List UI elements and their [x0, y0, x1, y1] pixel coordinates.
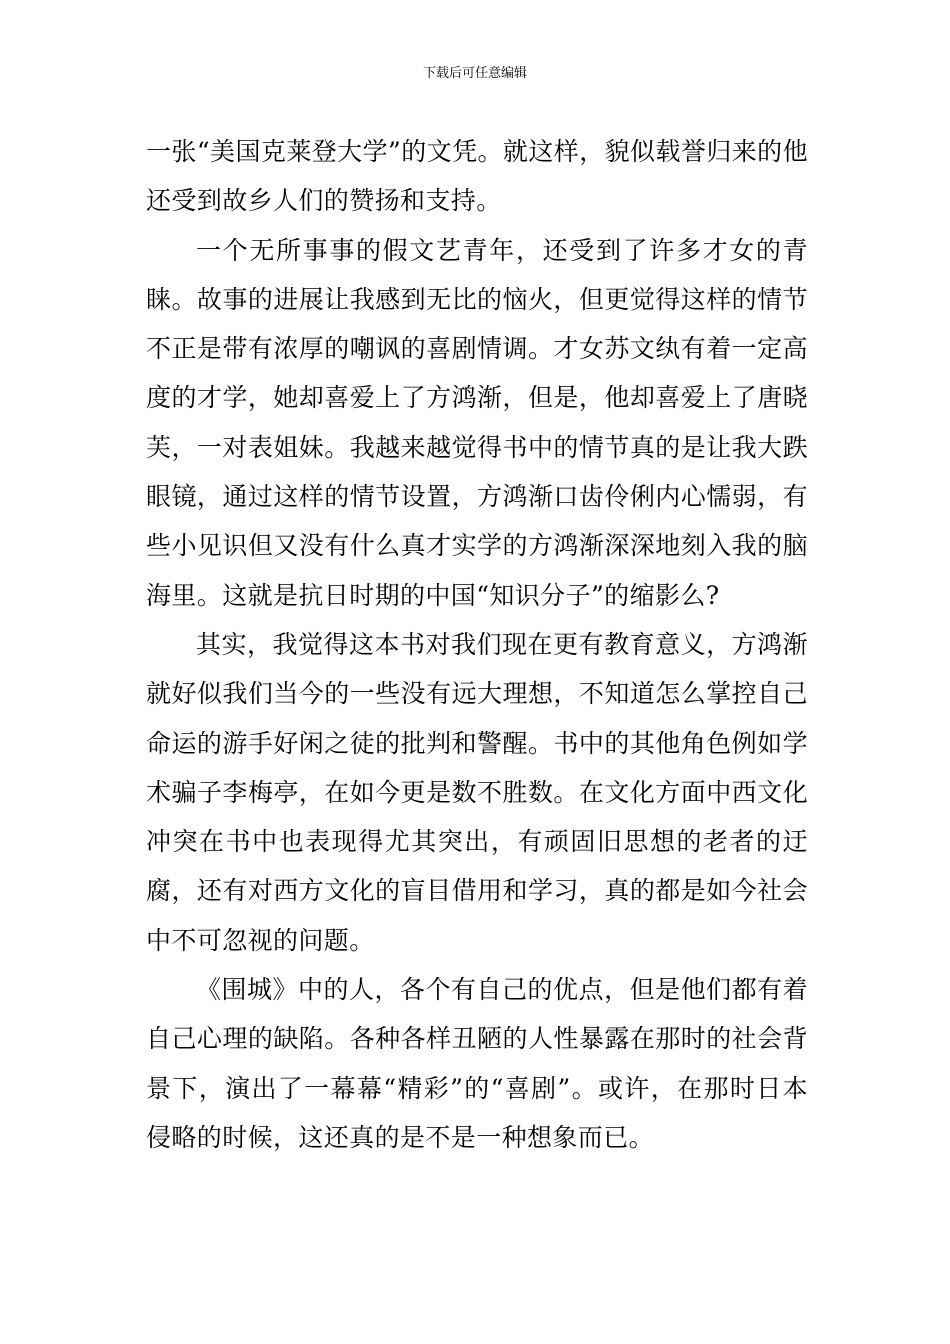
paragraph: 一张“美国克莱登大学”的文凭。就这样，貌似载誉归来的他还受到故乡人们的赞扬和支持。 [146, 137, 808, 216]
page-header: 下载后可任意编辑 [422, 66, 527, 81]
document-body [146, 127, 808, 1162]
paragraph: 其实，我觉得这本书对我们现在更有教育意义，方鸿渐就好似我们当今的一些没有远大理想，不知道怎么掌控自己命运的游手好闲之徒的批判和警醒。书中的其他角色例如学术骗子李梅亭，在如今更是数不胜数。在文化方面中西文化冲突在书中也表现得尤其突出，有顽固旧思想的老者的迂腐，还有对西方文化的盲目借用和学习，真的都是如今社会中不可忽视的问题。 [146, 629, 808, 955]
paragraph: 《围城》中的人，各个有自己的优点，但是他们都有着自己心理的缺陷。各种各样丑陋的人性暴露在那时的社会背景下，演出了一幕幕“精彩”的“喜剧”。或许，在那时日本侵略的时候，这还真的是不是一种想象而已。 [146, 975, 808, 1152]
paragraph: 一个无所事事的假文艺青年，还受到了许多才女的青睐。故事的进展让我感到无比的恼火，但更觉得这样的情节不正是带有浓厚的嘲讽的喜剧情调。才女苏文纨有着一定高度的才学，她却喜爱上了方鸿渐，但是，他却喜爱上了唐晓芙，一对表姐妹。我越来越觉得书中的情节真的是让我大跌眼镜，通过这样的情节设置，方鸿渐口齿伶俐内心懦弱，有些小见识但又没有什么真才实学的方鸿渐深深地刻入我的脑海里。这就是抗日时期的中国“知识分子”的缩影么? [146, 235, 808, 610]
